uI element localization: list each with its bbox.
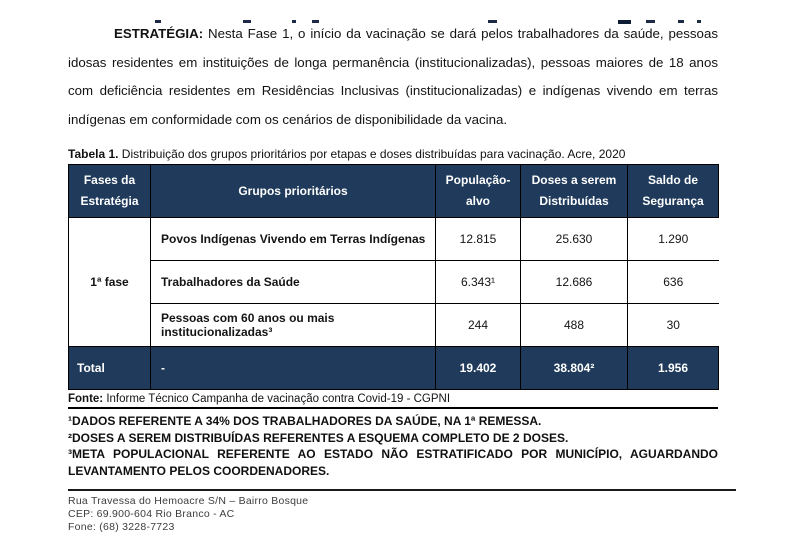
table-caption [68, 147, 718, 161]
total-group-cell: - [151, 347, 436, 390]
doses-cell: 12.686 [521, 261, 628, 304]
group-cell: Povos Indígenas Vivendo em Terras Indígenas [151, 218, 436, 261]
table-caption-text: Distribuição dos grupos prioritários por etapas e doses distribuídas para vacinação. Acre, 2020 [118, 147, 626, 161]
table-row [69, 218, 719, 261]
reserve-cell: 1.290 [628, 218, 719, 261]
group-cell: Pessoas com 60 anos ou mais institucionalizadas³ [151, 304, 436, 347]
population-cell: 12.815 [436, 218, 521, 261]
cropped-text-fragment [646, 20, 655, 23]
table-header-row [69, 165, 719, 218]
cropped-text-fragment [618, 20, 631, 24]
col-header-doses-distribuidas: Doses a serem Distribuídas [521, 165, 628, 218]
footer-address-block [68, 495, 718, 534]
footnote-2: ²DOSES A SEREM DISTRIBUÍDAS REFERENTES A ESQUEMA COMPLETO DE 2 DOSES. [68, 430, 569, 445]
total-row [69, 347, 719, 390]
doses-cell: 488 [521, 304, 628, 347]
source-text: Informe Técnico Campanha de vacinação contra Covid-19 - CGPNI [103, 393, 451, 405]
footnote-3: ³META POPULACIONAL REFERENTE AO ESTADO NÃO ESTRATIFICADO POR MUNICÍPIO, AGUARDANDO LEVANTAMENTO PELOS COORDENADORES. [68, 447, 718, 478]
total-doses-cell: 38.804² [521, 347, 628, 390]
reserve-cell: 30 [628, 304, 719, 347]
footnote-divider [68, 407, 718, 409]
footer-phone: Fone: (68) 3228-7723 [68, 521, 175, 533]
table-caption-label: Tabela 1. [68, 147, 119, 161]
doses-cell: 25.630 [521, 218, 628, 261]
total-population-cell: 19.402 [436, 347, 521, 390]
footer-cep: CEP: 69.900-604 Rio Branco - AC [68, 508, 235, 520]
total-reserve-cell: 1.956 [628, 347, 719, 390]
phase-cell: 1ª fase [69, 218, 151, 347]
table-row [69, 304, 719, 347]
population-cell: 244 [436, 304, 521, 347]
cropped-text-fragment [697, 20, 701, 23]
strategy-lead-label: ESTRATÉGIA: [114, 26, 204, 41]
document-page [68, 20, 718, 534]
source-line [68, 393, 718, 405]
footnotes-block [68, 413, 718, 479]
priority-groups-table [68, 164, 719, 390]
group-cell: Trabalhadores da Saúde [151, 261, 436, 304]
cropped-text-fragment [312, 20, 319, 23]
population-cell: 6.343¹ [436, 261, 521, 304]
strategy-paragraph [68, 20, 718, 134]
footnote-1: ¹DADOS REFERENTE A 34% DOS TRABALHADORES DA SAÚDE, NA 1ª REMESSA. [68, 414, 542, 428]
footer-street: Rua Travessa do Hemoacre S/N – Bairro Bosque [68, 495, 309, 507]
table-row [69, 261, 719, 304]
footer-divider [68, 489, 736, 491]
cropped-text-fragment [155, 20, 161, 23]
cropped-text-fragment [488, 20, 497, 23]
reserve-cell: 636 [628, 261, 719, 304]
col-header-fases-estrategia: Fases da Estratégia [69, 165, 151, 218]
total-label-cell: Total [69, 347, 151, 390]
cropped-text-fragment [243, 20, 251, 23]
cropped-text-fragment [292, 20, 296, 23]
source-label: Fonte: [68, 393, 104, 405]
col-header-grupos-prioritarios: Grupos prioritários [151, 165, 436, 218]
cropped-text-fragment [678, 20, 684, 23]
col-header-populacao-alvo: População-alvo [436, 165, 521, 218]
strategy-paragraph-text: Nesta Fase 1, o início da vacinação se dará pelos trabalhadores da saúde, pessoas idosas residentes em instituições de longa permanência (institucionalizadas), pessoas maiores de 18 anos com deficiência residentes em Residências Inclusivas (institucionalizadas) e indígenas vivendo em terras indígenas em conformidade com os cenários de disponibilidade da vacina. [68, 26, 718, 127]
col-header-saldo-seguranca: Saldo de Segurança [628, 165, 719, 218]
